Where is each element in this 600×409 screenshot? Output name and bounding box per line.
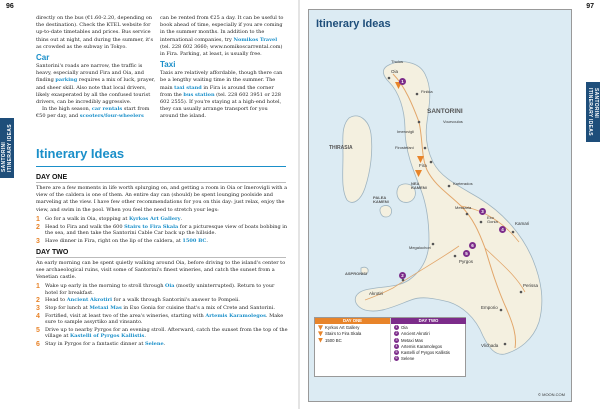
- day-two-intro: An early morning can be spent quietly walking around Oia, before driving to the island's center to see archaeological ruins, visit some of Santorini's finest wineries, and catch the sunset from a Venetian castle.: [36, 259, 286, 280]
- itinerary-map[interactable]: [308, 9, 572, 402]
- legend-label: Metaxi Mas: [401, 337, 423, 343]
- place-link[interactable]: Stairs to Fira Skala: [124, 223, 179, 230]
- map-legend: [314, 317, 466, 377]
- day-two-item-3: [36, 305, 288, 312]
- map-label-karterados: Karterados: [453, 181, 473, 186]
- item-number: 3: [36, 304, 40, 312]
- day-two-heading: DAY TWO: [36, 248, 69, 256]
- map-label-palea-kameni: PALEA KAMENI: [373, 195, 389, 205]
- map-label-kamari: Kamari: [515, 221, 530, 226]
- orange-marker-icon: [318, 338, 323, 343]
- day-one-item-1: [36, 216, 288, 223]
- map-label-emporio: Emporio: [481, 305, 498, 310]
- purple-marker-icon: 5: [395, 349, 398, 354]
- day-one-item-2: [36, 224, 288, 237]
- car-heading: Car: [36, 53, 50, 63]
- legend-row: [394, 338, 463, 343]
- purple-marker-icon: 4: [395, 343, 398, 348]
- purple-marker-icon: 2: [395, 331, 398, 336]
- place-link[interactable]: Artemis Karamolegos: [205, 312, 266, 319]
- map-label-pyrgos: Pyrgos: [459, 259, 474, 264]
- item-text: Go for a walk in Oia, stopping at Kyrkos Art Gallery.: [45, 215, 183, 222]
- transport-column-1: [36, 15, 156, 121]
- parking-link[interactable]: parking: [55, 77, 78, 84]
- map-title: Itinerary Ideas: [316, 18, 391, 30]
- legend-row: [318, 338, 387, 343]
- page-number-right: 97: [586, 3, 594, 10]
- legend-row: [394, 331, 463, 336]
- itinerary-section: [36, 171, 288, 349]
- item-text: Head to Fira and walk the 600 Stairs to Fira Skala for a picturesque view of boats bobbing in the sea, and then take the Santorini Cable Car back up the hillside.: [45, 223, 288, 237]
- item-number: 2: [36, 223, 40, 231]
- item-text: Stop for lunch at Metaxi Mas in Exo Gonia for cuisine that's a mix of Crete and Santorini.: [45, 304, 275, 311]
- map-label-santorini: SANTORINI: [427, 108, 463, 115]
- legend-row: [394, 350, 463, 355]
- day-two-item-1: [36, 283, 288, 296]
- taxi-paragraph: Taxis are relatively affordable, though there can be a lengthy waiting time in the summer. The main taxi stand in Fira is around the corner from the bus station (tel. 228 602 3951 or 228 602 2555). If you're staying at a high-end hotel, they can usually arrange transport for you around the island.: [160, 70, 283, 120]
- map-label-megalochori: Megalochori: [409, 245, 431, 250]
- item-text: Stay in Pyrgos for a fantastic dinner at Selene.: [45, 340, 166, 347]
- day-one-rule: [36, 182, 286, 183]
- taxi-stand-link[interactable]: taxi stand: [174, 84, 202, 91]
- day-two-marker-6[interactable]: 6: [469, 242, 476, 249]
- day-two-item-6: [36, 341, 288, 348]
- item-text: Head to Ancient Akrotiri for a walk through Santorini's answer to Pompeii.: [45, 297, 240, 304]
- legend-row: [318, 325, 387, 330]
- section-tab-text: SANTORINI ITINERARY IDEAS: [1, 124, 13, 172]
- item-number: 4: [36, 312, 40, 320]
- bus-paragraph: directly on the bus (€1.60-2.20, depending on the destination). Check the KTEL website for up-to-date timetables and prices. Bus service thins out at night, and during the summer, it's as crowded as the subway in Tokyo.: [36, 15, 154, 50]
- place-link[interactable]: Metaxi Mas: [89, 304, 122, 311]
- legend-day-one: [315, 318, 390, 344]
- day-two-item-4: [36, 313, 288, 326]
- legend-label: Stairs to Fira Skala: [325, 331, 362, 337]
- map-label-exo-gonia: Exo Gonia: [487, 215, 498, 225]
- day-two-marker-1[interactable]: 1: [399, 78, 406, 85]
- right-page: [300, 0, 600, 409]
- orange-marker-icon: [318, 331, 323, 336]
- map-label-aspronisi: ASPRONISI: [345, 271, 368, 276]
- car-continued-paragraph: can be rented from €25 a day. It can be useful to book ahead of time, especially if you are coming in the summer months. In addition to the international companies, try Nomikos Travel (tel. 228 602 3660; www.nomikoscarrental.com) in Fira. Parking, at least, is usually free.: [160, 15, 284, 58]
- day-two-rule: [36, 257, 286, 258]
- legend-day-two: [390, 318, 466, 362]
- map-label-fira: Fira: [419, 163, 427, 168]
- legend-label: 1500 BC: [325, 337, 342, 343]
- place-link[interactable]: Selene: [144, 340, 164, 347]
- day-two-marker-2[interactable]: 2: [399, 272, 406, 279]
- day-one-list: [36, 216, 288, 245]
- item-number: 1: [36, 215, 40, 223]
- place-link[interactable]: Kastelli of Pyrgos Kallistis: [69, 333, 145, 340]
- day-two-marker-5[interactable]: 5: [463, 250, 470, 257]
- palea-kameni-landmass: [380, 205, 392, 217]
- day-two-item-5: [36, 327, 288, 340]
- day-one-intro: There are a few moments in life worth splurging on, and getting a room in Oia or Imerovigli with a view of the caldera is one of them. An entire day can (should) be spent lounging poolside and marveling at the view. I have few other recommendations for you on this day: just relax, enjoy the view, and swim in the pool. When you feel the need to stretch your legs:: [36, 185, 288, 213]
- purple-marker-icon: 1: [395, 325, 398, 330]
- place-link[interactable]: Ancient Akrotiri: [66, 297, 113, 304]
- item-text: Drive up to nearby Pyrgos for an evening stroll. Afterward, catch the sunset from the top of the village at Kastelli of Pyrgos Kallistis.: [45, 326, 288, 340]
- legend-row: [394, 325, 463, 330]
- thirasia-landmass: [343, 116, 372, 202]
- place-link[interactable]: Kyrkos Art Gallery: [128, 215, 181, 222]
- day-two-item-2: [36, 297, 288, 304]
- legend-row: [394, 356, 463, 361]
- item-number: 3: [36, 237, 40, 245]
- place-link[interactable]: Oia: [165, 283, 175, 290]
- item-number: 6: [36, 340, 40, 348]
- purple-marker-icon: 6: [395, 356, 398, 361]
- place-link[interactable]: 1500 BC: [182, 237, 207, 244]
- map-label-nea-kameni: NEA KAMENI: [411, 181, 427, 191]
- transport-column-2: [160, 15, 286, 121]
- map-label-imerovigli: Imerovigli: [397, 129, 415, 134]
- legend-label: Oia: [401, 325, 408, 331]
- car-paragraph-1: Santorini's roads are narrow, the traffic is heavy, especially around Fira and Oia, and finding parking requires a mix of luck, prayer, and sheer skill. Also note that local drivers, likely exasperated by all the confused tourist drivers, can be incredibly aggressive.: [36, 63, 156, 106]
- item-number: 1: [36, 283, 40, 291]
- legend-label: Kastelli of Pyrgos Kallistis: [401, 349, 450, 355]
- map-label-akrotiri: Akrotiri: [369, 291, 384, 296]
- legend-label: Ancient Akrotiri: [401, 331, 430, 337]
- legend-label: Kyrkos Art Gallery: [325, 325, 360, 331]
- section-tab-right: [586, 82, 600, 142]
- item-text: Fortified, visit at least two of the area's wineries, starting with Artemis Karamolegos. Make sure to sample assyrtiko and vinsanto.: [45, 312, 284, 326]
- heading-rule: [36, 166, 286, 167]
- map-label-vlichada: Vlichada: [481, 343, 499, 348]
- purple-marker-icon: 3: [395, 337, 398, 342]
- bus-station-link[interactable]: bus station: [183, 91, 215, 98]
- map-label-firostefani: Firostefani: [395, 145, 414, 150]
- section-tab-left: [0, 118, 14, 178]
- legend-day-one-title: DAY ONE: [315, 318, 390, 324]
- map-label-oia: Oia: [391, 69, 399, 74]
- map-copyright: © MOON.COM: [538, 392, 565, 397]
- itinerary-ideas-heading: Itinerary Ideas: [36, 146, 125, 161]
- day-one-heading: DAY ONE: [36, 174, 68, 181]
- map-label-messaria: Messaria: [455, 205, 472, 210]
- nomikos-travel-link[interactable]: Nomikos Travel: [233, 36, 278, 43]
- day-two-marker-3[interactable]: 3: [479, 208, 486, 215]
- car-paragraph-2: In the high season, car rentals start from €50 per day, and scooters/four-wheelers: [36, 106, 150, 120]
- item-number: 2: [36, 297, 40, 305]
- taxi-heading: Taxi: [160, 60, 176, 70]
- scooters-link[interactable]: scooters/four-wheelers: [79, 113, 144, 120]
- page-number-left: 96: [6, 3, 14, 10]
- legend-label: Artemis Karamolegos: [401, 343, 443, 349]
- legend-row: [394, 344, 463, 349]
- car-rentals-link[interactable]: car rentals: [91, 106, 123, 113]
- map-label-vourvoulos: Vourvoulos: [443, 119, 463, 124]
- map-label-finikia: Finikia: [421, 89, 433, 94]
- day-two-list: [36, 283, 288, 348]
- item-number: 5: [36, 326, 40, 334]
- orange-marker-icon: [318, 325, 323, 330]
- map-label-perissa: Perissa: [523, 283, 539, 288]
- day-two-marker-4[interactable]: 4: [499, 226, 506, 233]
- legend-label: Selene: [401, 356, 415, 362]
- map-label-thirasia: THIRASIA: [329, 145, 353, 151]
- legend-day-two-title: DAY TWO: [391, 318, 466, 324]
- section-tab-text: SANTORINI ITINERARY IDEAS: [587, 88, 599, 136]
- legend-row: [318, 331, 387, 336]
- day-one-item-3: [36, 238, 288, 245]
- item-text: Wake up early in the morning to stroll through Oia (mostly uninterrupted). Return to your hotel for breakfast.: [45, 283, 275, 296]
- map-label-tholos: Tholos: [391, 59, 404, 64]
- item-text: Have dinner in Fira, right on the lip of the caldera, at 1500 BC.: [45, 237, 208, 244]
